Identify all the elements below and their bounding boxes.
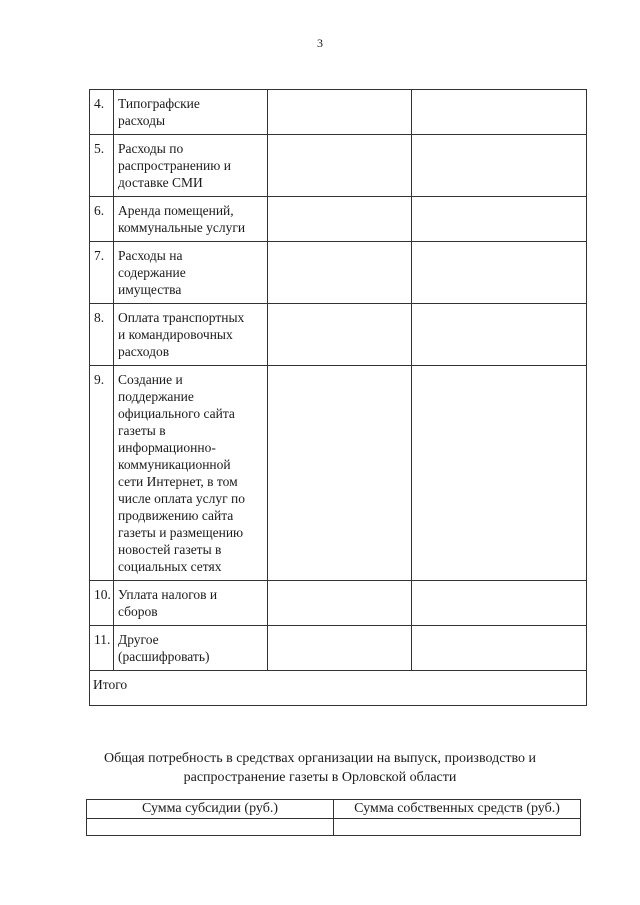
amount-cell bbox=[268, 581, 412, 626]
row-number: 6. bbox=[90, 197, 114, 242]
amount-cell bbox=[268, 135, 412, 197]
expense-name: Типографские расходы bbox=[114, 90, 268, 135]
amount-cell bbox=[412, 197, 587, 242]
own-funds-sum-header: Сумма собственных средств (руб.) bbox=[334, 800, 581, 819]
summary-table bbox=[86, 799, 581, 836]
expense-name: Создание и поддержание официального сайта газеты в информационно- коммуникационной сети Интернет, в том числе оплата услуг по продвижению сайта газеты и размещению новостей газеты в социальных сетях bbox=[114, 366, 268, 581]
amount-cell bbox=[268, 197, 412, 242]
table-row bbox=[90, 581, 587, 626]
row-number: 4. bbox=[90, 90, 114, 135]
expense-name: Оплата транспортных и командировочных расходов bbox=[114, 304, 268, 366]
total-row bbox=[90, 671, 587, 706]
amount-cell bbox=[268, 304, 412, 366]
row-number: 5. bbox=[90, 135, 114, 197]
amount-cell bbox=[412, 90, 587, 135]
page-number: 3 bbox=[317, 36, 323, 50]
own-funds-sum-value bbox=[334, 819, 581, 836]
row-number: 11. bbox=[90, 626, 114, 671]
table-row bbox=[90, 626, 587, 671]
amount-cell bbox=[268, 626, 412, 671]
expense-name: Расходы по распространению и доставке СМИ bbox=[114, 135, 268, 197]
table-row bbox=[90, 90, 587, 135]
expense-name: Аренда помещений, коммунальные услуги bbox=[114, 197, 268, 242]
amount-cell bbox=[268, 242, 412, 304]
amount-cell bbox=[412, 366, 587, 581]
table-row bbox=[90, 366, 587, 581]
table-row bbox=[90, 135, 587, 197]
amount-cell bbox=[412, 304, 587, 366]
expense-name: Расходы на содержание имущества bbox=[114, 242, 268, 304]
expense-table bbox=[89, 89, 587, 706]
expense-name: Уплата налогов и сборов bbox=[114, 581, 268, 626]
amount-cell bbox=[268, 366, 412, 581]
summary-title: Общая потребность в средствах организации на выпуск, производство и распространение газеты в Орловской области bbox=[103, 751, 537, 785]
amount-cell bbox=[412, 242, 587, 304]
summary-header-row bbox=[87, 800, 581, 819]
subsidy-sum-header: Сумма субсидии (руб.) bbox=[87, 800, 334, 819]
subsidy-sum-value bbox=[87, 819, 334, 836]
row-number: 8. bbox=[90, 304, 114, 366]
table-row bbox=[90, 197, 587, 242]
amount-cell bbox=[268, 90, 412, 135]
row-number: 10. bbox=[90, 581, 114, 626]
amount-cell bbox=[412, 581, 587, 626]
amount-cell bbox=[412, 135, 587, 197]
row-number: 9. bbox=[90, 366, 114, 581]
summary-value-row bbox=[87, 819, 581, 836]
total-label: Итого bbox=[90, 671, 587, 706]
table-row bbox=[90, 304, 587, 366]
table-row bbox=[90, 242, 587, 304]
row-number: 7. bbox=[90, 242, 114, 304]
amount-cell bbox=[412, 626, 587, 671]
expense-name: Другое (расшифровать) bbox=[114, 626, 268, 671]
